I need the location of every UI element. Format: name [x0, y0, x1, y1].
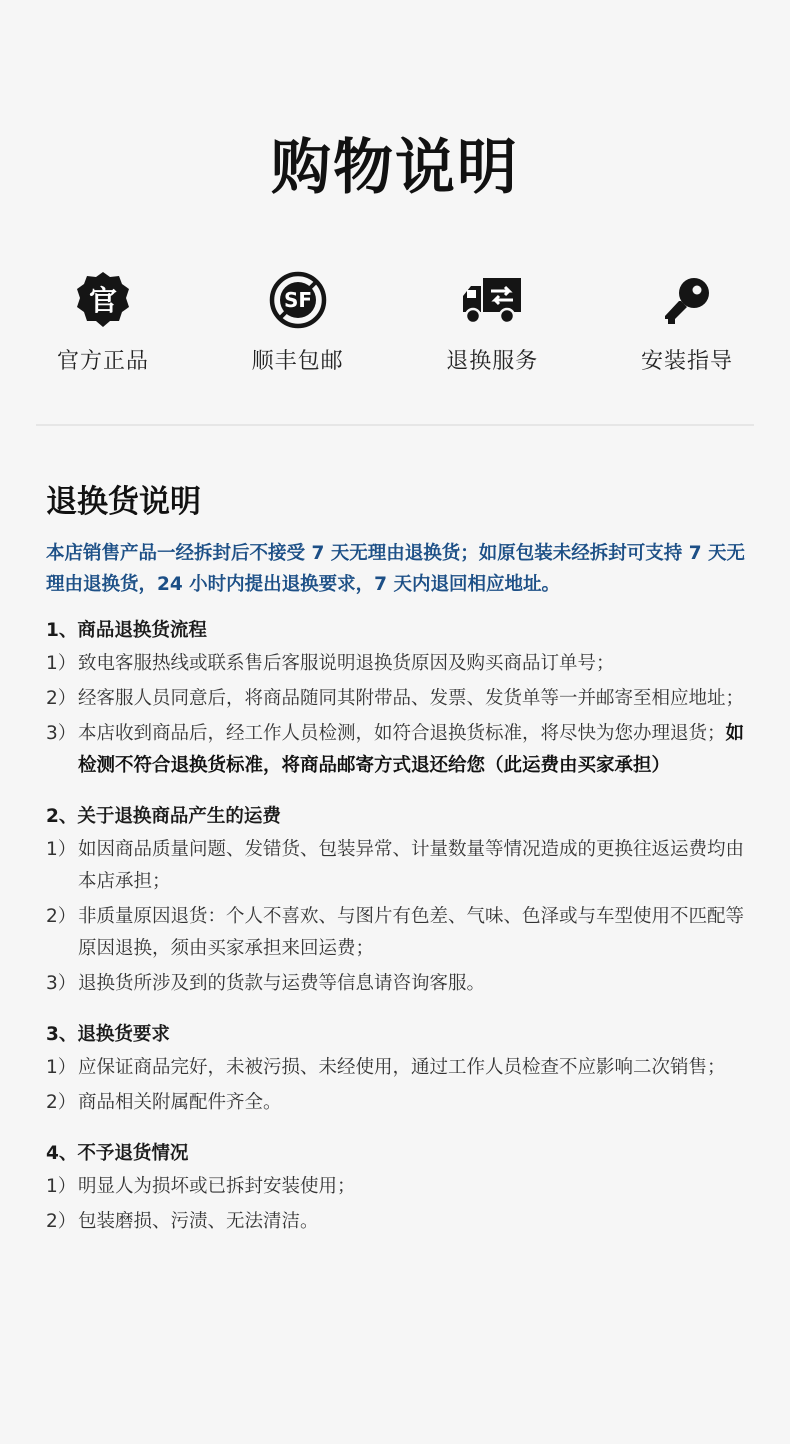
divider	[36, 424, 754, 426]
item-number: 1）	[46, 839, 77, 860]
block-title: 3、退换货要求	[46, 1024, 170, 1045]
item-text: 包装磨损、污渍、无法清洁。	[78, 1211, 319, 1232]
feature-label: 官方正品	[56, 349, 149, 374]
official-badge-icon	[71, 268, 135, 332]
feature-return-service	[397, 268, 587, 375]
policy-block	[46, 1018, 746, 1119]
list-item	[46, 901, 746, 965]
policy-block	[46, 800, 746, 1000]
item-text: 应保证商品完好，未被污损、未经使用，通过工作人员检查不应影响二次销售；	[78, 1057, 726, 1078]
feature-installation-guide	[592, 268, 782, 375]
feature-label: 退换服务	[446, 349, 539, 374]
feature-sf-express	[203, 268, 393, 375]
list-item	[46, 1206, 746, 1238]
list-item	[46, 648, 746, 680]
item-number: 2）	[46, 1211, 77, 1232]
item-number: 2）	[46, 688, 77, 709]
item-number: 2）	[46, 906, 77, 927]
item-bold-text: 如检测不符合退换货标准，将商品邮寄方式退还给您（此运费由买家承担）	[78, 723, 745, 776]
sf-express-icon	[266, 268, 330, 332]
feature-official	[8, 268, 198, 375]
block-title: 4、不予退货情况	[46, 1143, 189, 1164]
policy-block	[46, 1137, 746, 1238]
badge-char: 官	[88, 284, 118, 317]
feature-row	[8, 268, 782, 375]
sf-text: SF	[283, 288, 312, 312]
item-number: 3）	[46, 723, 77, 744]
item-number: 2）	[46, 1092, 77, 1113]
page-title: 购物说明	[271, 133, 519, 203]
intro-text: 本店销售产品一经拆封后不接受 7 天无理由退换货；如原包装未经拆封可支持 7 天无理由退换货，24 小时内提出退换要求，7 天内退回相应地址。	[46, 543, 746, 595]
policy-content	[46, 614, 746, 1256]
block-title: 2、关于退换商品产生的运费	[46, 806, 281, 827]
list-item	[46, 1052, 746, 1084]
list-item	[46, 968, 746, 1000]
list-item	[46, 834, 746, 898]
section-title: 退换货说明	[46, 484, 201, 520]
item-text: 如因商品质量问题、发错货、包装异常、计量数量等情况造成的更换往返运费均由本店承担；	[78, 839, 745, 892]
item-number: 1）	[46, 653, 77, 674]
item-text: 经客服人员同意后，将商品随同其附带品、发票、发货单等一并邮寄至相应地址；	[78, 688, 745, 709]
item-text: 商品相关附属配件齐全。	[78, 1092, 282, 1113]
list-item	[46, 683, 746, 715]
item-number: 1）	[46, 1176, 77, 1197]
item-text: 本店收到商品后，经工作人员检测，如符合退换货标准，将尽快为您办理退货；	[78, 723, 726, 744]
feature-label: 安装指导	[640, 349, 733, 374]
return-truck-icon	[460, 268, 524, 332]
item-text: 明显人为损坏或已拆封安装使用；	[78, 1176, 356, 1197]
item-text: 致电客服热线或联系售后客服说明退换货原因及购买商品订单号；	[78, 653, 615, 674]
item-text-wrapper	[78, 718, 746, 782]
feature-label: 顺丰包邮	[251, 349, 344, 374]
block-title: 1、商品退换货流程	[46, 620, 207, 641]
list-item	[46, 1087, 746, 1119]
item-number: 3）	[46, 973, 77, 994]
item-text: 非质量原因退货：个人不喜欢、与图片有色差、气味、色泽或与车型使用不匹配等原因退换，须由买家承担来回运费；	[78, 906, 745, 959]
list-item	[46, 1171, 746, 1203]
policy-block	[46, 614, 746, 782]
list-item	[46, 718, 746, 782]
item-number: 1）	[46, 1057, 77, 1078]
item-text: 退换货所涉及到的货款与运费等信息请咨询客服。	[78, 973, 486, 994]
key-icon	[655, 268, 719, 332]
